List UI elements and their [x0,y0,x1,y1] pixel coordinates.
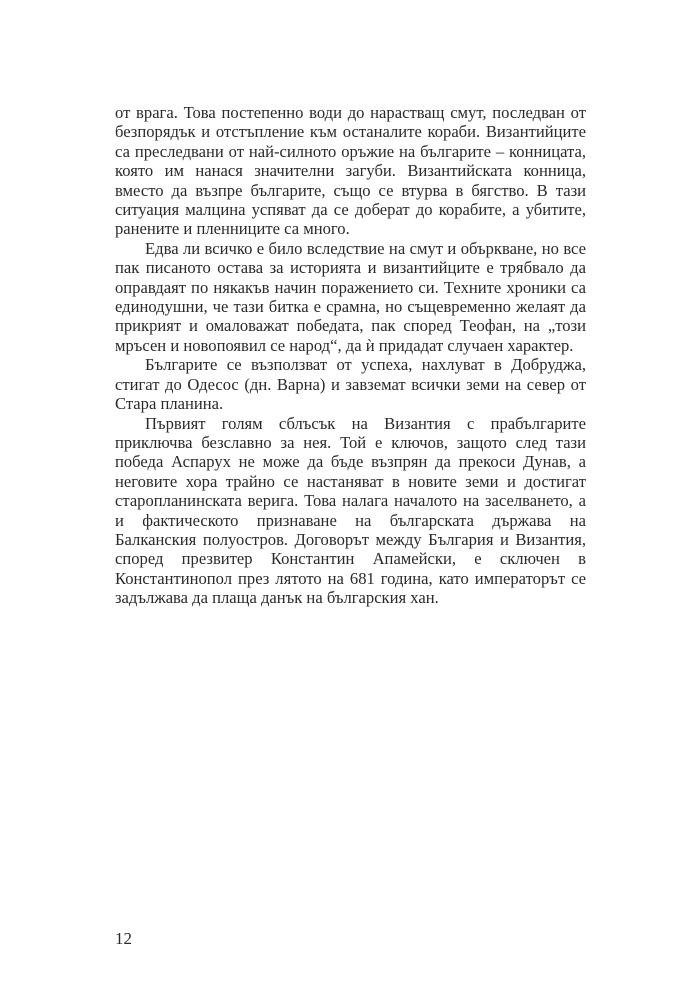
paragraph-3: Българите се възползват от успеха, нахлуват в Добруджа, стигат до Одесос (дн. Варна) и завземат всички земи на север от Стара планина. [115,355,586,414]
paragraph-2: Едва ли всичко е било вследствие на смут и объркване, но все пак писаното остава за историята и византийците е трябвало да оправдаят по някакъв начин поражението си. Техните хроники са единодушни, че тази битка е срамна, но същевременно желаят да прикрият и омаловажат победата, пак според Теофан, на „този мръсен и новопоявил се народ“, да ѝ придадат случаен характер. [115,238,586,355]
page-number: 12 [115,929,132,948]
paragraph-4: Първият голям сблъсък на Византия с прабългарите приключва безславно за нея. Той е ключов, защото след тази победа Аспарух не може да бъде възпрян да прекоси Дунав, а неговите хора трайно се настаняват в новите земи и достигат старопланинската верига. Това налага началото на заселването, а и фактическото признаване на българската държава на Балканския полуостров. Договорът между България и Византия, според презвитер Константин Апамейски, е сключен в Константинопол през лятото на 681 година, като императорът се задължава да плаща данък на българския хан. [115,413,586,608]
body-text [115,103,586,608]
paragraph-1: от врага. Това постепенно води до нарастващ смут, последван от безпорядък и отстъпление към останалите кораби. Византийците са преследвани от най-силното оръжие на българите – конницата, която им нанася значителни загуби. Византийската конница, вместо да възпре българите, също се втурва в бягство. В тази ситуация малцина успяват да се доберат до корабите, а убитите, ранените и пленниците са много. [115,103,586,239]
